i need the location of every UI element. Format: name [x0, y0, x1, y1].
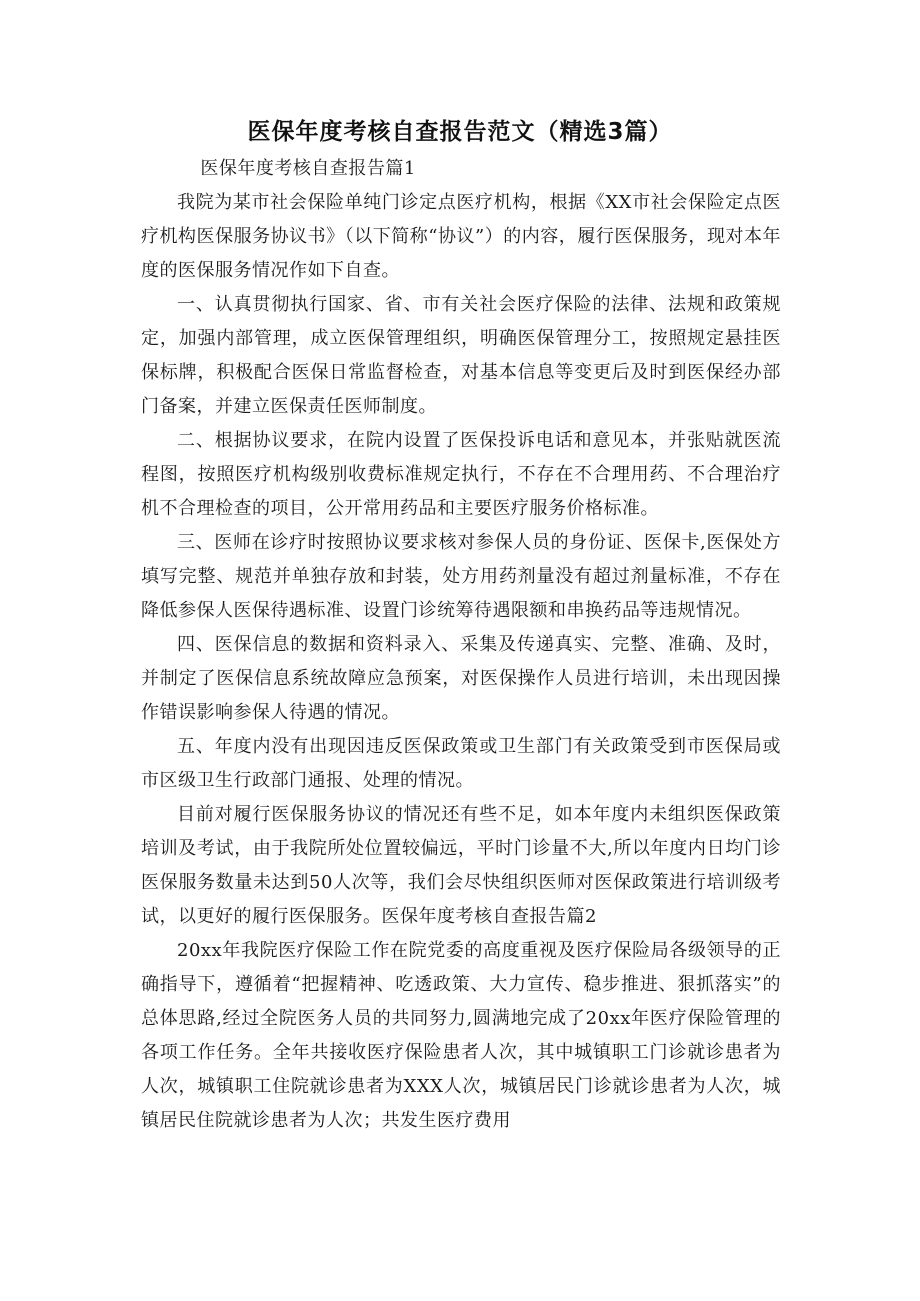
document-body — [141, 152, 781, 1138]
paragraph: 一、认真贯彻执行国家、省、市有关社会医疗保险的法律、法规和政策规定，加强内部管理，成立医保管理组织，明确医保管理分工，按照规定悬挂医保标牌，积极配合医保日常监督检查，对基本信息等变更后及时到医保经办部门备案，并建立医保责任医师制度。 — [141, 294, 781, 417]
section-subtitle: 医保年度考核自查报告篇1 — [200, 158, 416, 179]
paragraph: 我院为某市社会保险单纯门诊定点医疗机构，根据《XX市社会保险定点医疗机构医保服务协议书》（以下简称“协议”）的内容，履行医保服务，现对本年度的医保服务情况作如下自查。 — [141, 192, 781, 281]
paragraph: 20xx年我院医疗保险工作在院党委的高度重视及医疗保险局各级领导的正确指导下，遵循着“把握精神、吃透政策、大力宣传、稳步推进、狠抓落实”的总体思路,经过全院医务人员的共同努力,圆满地完成了20xx年医疗保险管理的各项工作任务。全年共接收医疗保险患者人次，其中城镇职工门诊就诊患者为人次，城镇职工住院就诊患者为XXX人次，城镇居民门诊就诊患者为人次，城镇居民住院就诊患者为人次；共发生医疗费用 — [141, 940, 781, 1131]
paragraph: 三、医师在诊疗时按照协议要求核对参保人员的身份证、医保卡,医保处方填写完整、规范并单独存放和封装，处方用药剂量没有超过剂量标准，不存在降低参保人医保待遇标准、设置门诊统筹待遇限额和串换药品等违规情况。 — [141, 532, 781, 621]
document-title: 医保年度考核自查报告范文（精选3篇） — [247, 119, 673, 145]
paragraph: 目前对履行医保服务协议的情况还有些不足，如本年度内未组织医保政策培训及考试，由于我院所处位置较偏远，平时门诊量不大,所以年度内日均门诊医保服务数量未达到50人次等，我们会尽快组织医师对医保政策进行培训级考试，以更好的履行医保服务。医保年度考核自查报告篇2 — [141, 804, 781, 927]
paragraph: 四、医保信息的数据和资料录入、采集及传递真实、完整、准确、及时，并制定了医保信息系统故障应急预案，对医保操作人员进行培训，未出现因操作错误影响参保人待遇的情况。 — [141, 634, 781, 723]
paragraph: 五、年度内没有出现因违反医保政策或卫生部门有关政策受到市医保局或市区级卫生行政部门通报、处理的情况。 — [141, 736, 781, 791]
paragraph: 二、根据协议要求，在院内设置了医保投诉电话和意见本，并张贴就医流程图，按照医疗机构级别收费标准规定执行，不存在不合理用药、不合理治疗机不合理检查的项目，公开常用药品和主要医疗服务价格标准。 — [141, 430, 781, 519]
